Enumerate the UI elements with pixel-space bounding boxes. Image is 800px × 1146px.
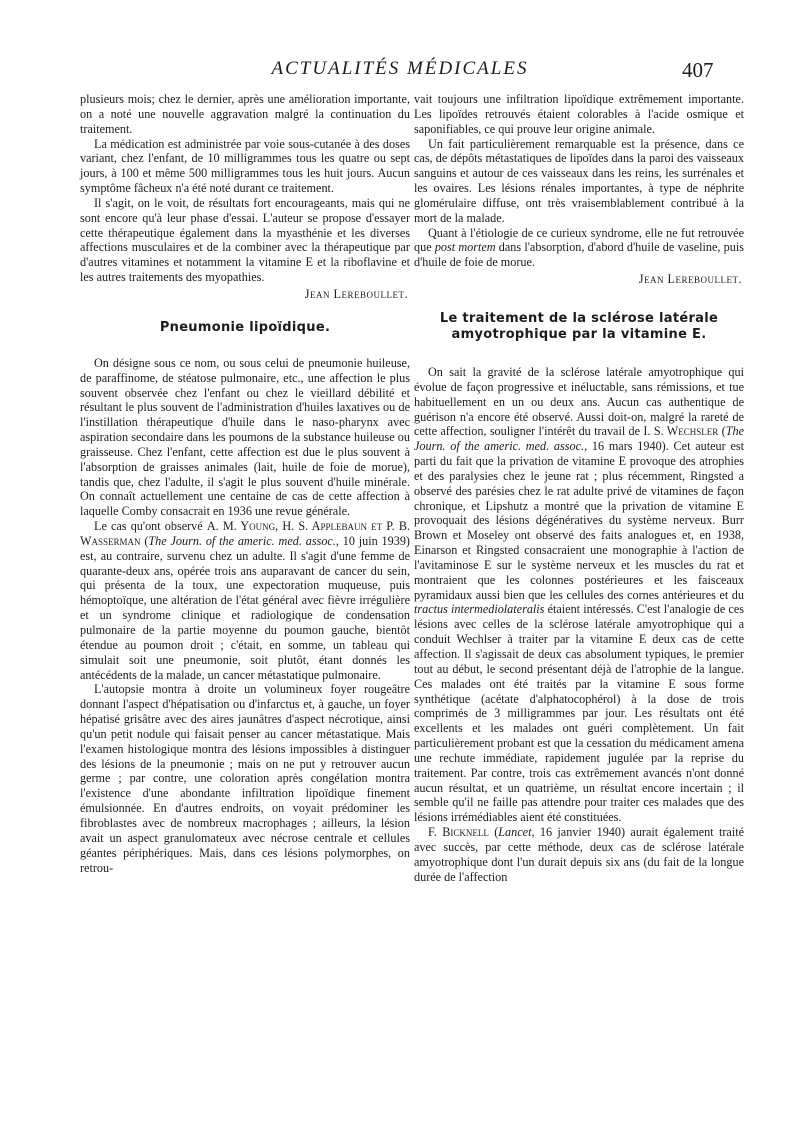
journal-title: The Journ. of the americ. med. assoc. [148, 533, 336, 548]
journal-title: The Journ. of the americ. med. assoc. [414, 424, 744, 454]
text-run: On sait la gravité de la sclérose latérale amyotrophique qui évolue de façon progressive et inéluctable, sans rémissions, et tue habituellement en un ou deux ans. Aucun cas authentique de guérison n'a encore été observé. Aussi doit-on, malgré la rareté de cette affection, souligner l'intérêt du travail de [414, 364, 744, 439]
text-run: ( [718, 424, 726, 439]
paragraph [80, 519, 410, 682]
text-run: , 16 mars 1940). Cet auteur est parti du fait que la privation de vitamine E provoque des atrophies et des paralysies chez le jeune rat ; plus récemment, Ringsted a observé des parésies chez le rat adulte privé de vitamines de façon chronique, et Lipshutz a montré que la privation de vitamine E provoquait des lésions dégénératives du système nerveux. Burr Brown et Moseley ont observé des faits analogues et, en 1938, Einarson et Ringsted consacraient une monographie à l'action de l'avitaminose E sur le système nerveux et les muscles du rat et montraient que les colonnes postérieures et les faisceaux pyramidaux aussi bien que les cellules des cornes antérieures et du [414, 439, 744, 602]
latin-term: tractus intermediolateralis [414, 602, 545, 617]
author-signature: Jean Lereboullet. [638, 272, 742, 287]
paragraph: L'autopsie montra à droite un volumineux foyer rougeâtre donnant l'aspect d'hépatisation ou d'infarctus et, à gauche, un foyer hépatisé grisâtre avec des aires jaunâtres d'aspect nécrotique, ainsi qu'un petit nodule qui faisait penser au cancer métastatique. Mais l'examen histologique montra des lésions impossibles à distinguer des lésions de la pneumonie ; mais on ne put y retrouver aucun germe ; par contre, une coloration après congélation montra l'existence d'une abondante infiltration lipoïdique finement émulsionnée. En d'autres endroits, on voyait prédominer les fibroblastes avec de nombreux macrophages ; ailleurs, la lésion avait un aspect granulomateux avec nécrose centrale et cellules géantes périphériques. Mais, dans ces lésions polymorphes, on retrou- [80, 682, 410, 875]
text-run: dans l'absorption, d'abord d'huile de vaseline, puis d'huile de foie de morue. [414, 240, 744, 270]
paragraph: La médication est administrée par voie sous-cutanée à des doses variant, chez l'enfant, de 10 milligrammes tous les quatre ou sept jours, à 100 et même 500 milligrammes tous les huit jours. Aucun symptôme fâcheux n'a été noté durant ce traitement. [80, 136, 410, 196]
text-run: ( [488, 825, 499, 840]
cited-authors: A. M. Young, H. S. Applebaun et P. B. Wasserman [80, 519, 410, 548]
author-signature: Jean Lereboullet. [304, 286, 408, 301]
text-run: Le cas qu'ont observé [94, 519, 207, 534]
paragraph [414, 825, 744, 884]
paragraph: vait toujours une infiltration lipoïdique extrêmement importante. Les lipoïdes retrouvés étaient colorables à l'acide osmique et saponifiables, ce qui prouve leur origine animale. [414, 92, 744, 136]
cited-author: I. S. Wechsler [643, 424, 719, 439]
paragraph: Il s'agit, on le voit, de résultats fort encourageants, mais qui ne sont encore qu'à leur phase d'essai. L'auteur se propose d'essayer cette thérapeutique également dans la myasthénie et les diverses affections musculaires et de la combiner avec la thérapeutique par d'autres vitamines et notamment la vitamine E et la riboflavine et les autres traitements des myopathies. [80, 195, 410, 285]
paragraph: On désigne sous ce nom, ou sous celui de pneumonie huileuse, de paraffinome, de stéatose pulmonaire, etc., une affection le plus souvent observée chez l'enfant ou chez le vieillard débilité et résultant le plus souvent de l'administration d'huiles laxatives ou de l'instillation thérapeutique d'huile dans le naso-pharynx avec aspiration secondaire dans les poumons de la substance huileuse ou graisseuse. Chez l'enfant, cette affection est due le plus souvent à l'absorption de graisses animales (lait, huile de foie de morue), tandis que, chez l'adulte, il s'agit le plus souvent d'huile minérale. On connaît actuellement une centaine de cas de cette affection à laquelle Comby consacrait en 1936 une revue générale. [80, 355, 410, 519]
section-title: Pneumonie lipoïdique. [159, 319, 331, 335]
latin-term: post mortem [434, 240, 496, 255]
paragraph: plusieurs mois; chez le dernier, après une amélioration importante, on a noté une nouvelle aggravation malgré la continuation du traitement. [80, 92, 410, 136]
paragraph [414, 365, 744, 825]
text-run: , 10 juin 1939) est, au contraire, survenu chez un adulte. Il s'agit d'une femme de quarante-deux ans, opérée trois ans auparavant de cancer du sein, qui présenta de la toux, une expectoration muqueuse, puis hémoptoïque, une altération de l'état général avec fièvre irrégulière et un syndrome clinique et radiologique de condensation pulmonaire de la partie moyenne du poumon gauche, bientôt étendue au poumon droit ; c'était, en somme, un tableau qui simulait soit une pneumonie, soit plutôt, étant donnés les antécédents de la malade, un cancer métastatique pulmonaire. [80, 533, 410, 682]
paragraph: Un fait particulièrement remarquable est la présence, dans ce cas, de dépôts métastatiques de lipoïdes dans la paroi des vaisseaux sanguins et autour de ces vaisseaux dans les reins, les surrénales et les ovaires. Les lésions rénales importantes, à type de néphrite glomérulaire diffuse, ont très vraisemblablement contribué à la mort de la malade. [414, 136, 744, 225]
cited-author: F. Bicknell [428, 825, 489, 840]
running-title: ACTUALITÉS MÉDICALES [271, 58, 529, 79]
text-run: étaient intéressés. C'est l'analogie de ces lésions avec celles de la sclérose latérale amyotrophique qui a conduit Wechlser à traiter par la vitamine E deux cas de cette affection. Il s'agissait de deux cas absolument typiques, le premier tout au début, le second présentant déjà de l'atrophie de la langue. Ces malades ont été traités par la vitamine E sous forme synthétique (acétate d'alphatocophérol) à la dose de trois comprimés de 3 milligrammes par jour. Les résultats ont été excellents et les malades ont guéri complètement. Un fait particulièrement probant est que la cessation du médicament amena une rechute immédiate, rapidement jugulée par la reprise du traitement. Par contre, trois cas extrêmement avancés n'ont donné aucun résultat, et un quatrième, un résultat encore incertain ; il semble qu'il ne faille pas attendre pour traiter ces malades que des lésions irrémédiables aient été constituées. [414, 602, 744, 825]
left-column [80, 92, 410, 875]
text-run: ( [140, 533, 149, 548]
paragraph [414, 226, 744, 271]
section-title: Le traitement de la sclérose latérale amyotrophique par la vitamine E. [439, 310, 719, 342]
text-run: , 16 janvier 1940) aurait également traité avec succès, par cette méthode, deux cas de sclérose latérale amyotrophique dont l'un durait depuis six ans (du fait de la longue durée de l'affection [414, 825, 745, 884]
page-number: 407 [682, 58, 714, 82]
text-run: Quant à l'étiologie de ce curieux syndrome, elle ne fut retrouvée que [414, 225, 744, 255]
journal-title: Lancet [498, 825, 532, 840]
right-column [414, 92, 744, 885]
